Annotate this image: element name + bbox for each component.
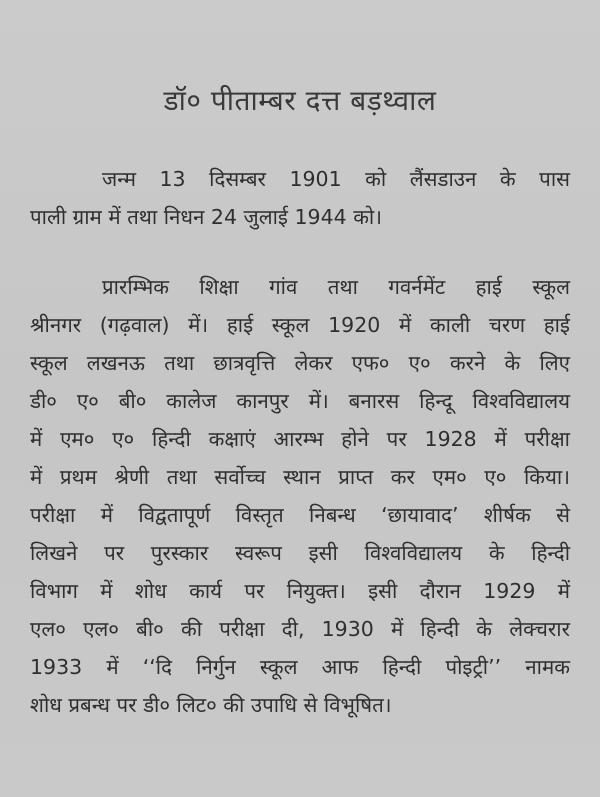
paragraph-line: में एम० ए० हिन्दी कक्षाएं आरम्भ होने पर 1928 में परीक्षा — [30, 427, 570, 451]
paragraph-line: लिखने पर पुरस्कार स्वरूप इसी विश्वविद्यालय के हिन्दी — [30, 541, 570, 565]
paragraph-line: स्कूल लखनऊ तथा छात्रवृत्ति लेकर एफ० ए० करने के लिए — [30, 351, 570, 375]
paragraph-line: शोध प्रबन्ध पर डी० लिट० की उपाधि से विभूषित। — [30, 693, 392, 717]
paragraph-line: जन्म 13 दिसम्बर 1901 को लैंसडाउन के पास — [102, 167, 570, 191]
paragraph-line: विभाग में शोध कार्य पर नियुक्त। इसी दौरान 1929 में — [30, 579, 570, 603]
birth-death-paragraph — [30, 160, 570, 236]
paragraph-line: प्रारम्भिक शिक्षा गांव तथा गवर्नमेंट हाई स्कूल — [102, 275, 570, 299]
paragraph-line: श्रीनगर (गढ़वाल) में। हाई स्कूल 1920 में काली चरण हाई — [30, 313, 570, 337]
paragraph-line: डी० ए० बी० कालेज कानपुर में। बनारस हिन्दू विश्वविद्यालय — [30, 389, 570, 413]
paragraph-line: में प्रथम श्रेणी तथा सर्वोच्च स्थान प्राप्त कर एम० ए० किया। — [30, 465, 570, 489]
page-title: डॉ० पीताम्बर दत्त बड़थ्वाल — [163, 83, 437, 117]
paragraph-line: एल० एल० बी० की परीक्षा दी, 1930 में हिन्दी के लेक्चरार — [30, 617, 570, 641]
paragraph-line: 1933 में ‘‘दि निर्गुन स्कूल आफ हिन्दी पोइट्री’’ नामक — [30, 655, 570, 679]
paragraph-line: परीक्षा में विद्वतापूर्ण विस्तृत निबन्ध ‘छायावाद’ शीर्षक से — [30, 503, 570, 527]
education-career-paragraph — [30, 268, 570, 724]
paragraph-line: पाली ग्राम में तथा निधन 24 जुलाई 1944 को। — [30, 205, 383, 229]
